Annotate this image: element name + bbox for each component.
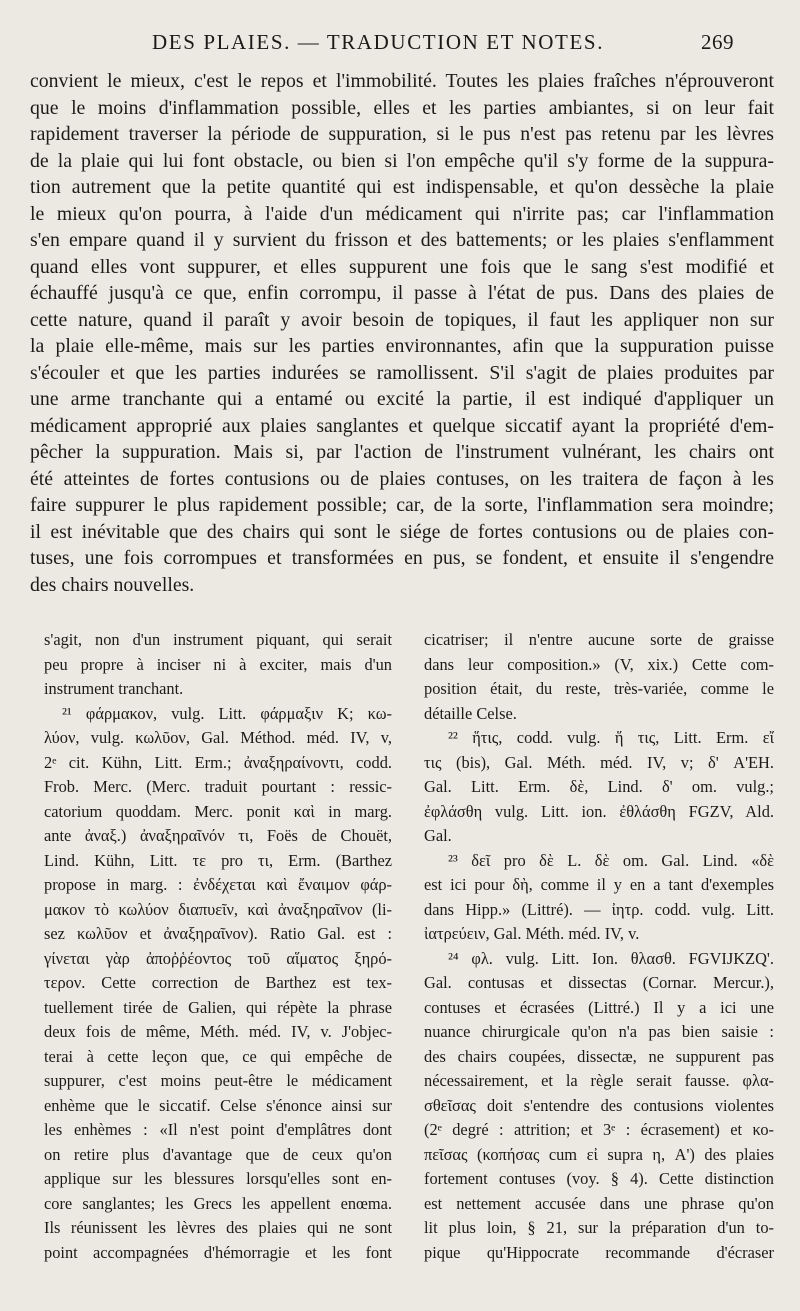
body-line: il est inévitable que des chairs qui sont le siége de fortes contusions ou de plaies con-	[30, 520, 774, 543]
note-line: Ils réunissent les lèvres des plaies qui ne sont	[44, 1218, 392, 1237]
note-line: enhème que le siccatif. Celse s'énonce ainsi sur	[44, 1095, 392, 1115]
body-line: s'en empare quand il y survient du frisson et des battements; or les plaies s'enflamment	[30, 229, 774, 251]
note-line: contuses et écrasées (Littré.) Il y a ici une	[424, 997, 774, 1017]
note-line: ante ἀναξ.) ἀναξηραῖνόν τι, Foës de Chouët,	[44, 826, 392, 845]
note-line: (2ᵉ degré : attrition; et 3ᵉ : écrasement) et κο-	[424, 1120, 774, 1139]
note-line: des chairs coupées, dissectæ, ne suppurent pas	[424, 1046, 774, 1066]
note-line: terai à cette leçon que, ce qui empêche de	[44, 1046, 392, 1066]
body-line: quand elles vont suppurer, et elles suppurent une fois que le sang s'est modifié et	[30, 255, 774, 278]
note-line: s'agit, non d'un instrument piquant, qui serait	[44, 630, 392, 649]
body-line: faire suppurer le plus rapidement possible; car, de la sorte, l'inflammation sera moindre;	[30, 494, 774, 516]
body-line: convient le mieux, c'est le repos et l'immobilité. Toutes les plaies fraîches n'éprouveront	[30, 70, 774, 92]
page-header	[28, 30, 734, 56]
body-line: tion autrement que la petite quantité qui est indispensable, et qu'on dessèche la plaie	[30, 176, 774, 198]
body-line: cette nature, quand il paraît y avoir besoin de topiques, il faut les appliquer non sur	[30, 308, 774, 331]
note-line: 2ᵉ cit. Kühn, Litt. Erm.; ἀναξηραίνοντι, codd.	[44, 752, 392, 772]
note-line: μακον τὸ κωλύον διαπυεῖν, καὶ ἀναξηραῖνον (li-	[44, 899, 392, 919]
running-title: DES PLAIES. — TRADUCTION ET NOTES.	[152, 30, 605, 54]
note-line: cicatriser; il n'entre aucune sorte de graisse	[424, 630, 774, 649]
note-line: πεῖσας (κοπήσας cum εἰ supra η, A') des plaies	[424, 1144, 774, 1164]
note-line: peu propre à inciser ni à exciter, mais d'un	[44, 654, 392, 674]
note-line: Gal. Litt. Erm. δὲ, Lind. δ' om. vulg.;	[424, 777, 774, 796]
note-line: est ici pour δὴ, comme il y en a tant d'exemples	[424, 875, 774, 894]
note-line: Lind. Kühn, Litt. τε pro τι, Erm. (Barthez	[44, 850, 392, 870]
translation-body	[30, 68, 774, 598]
note-line: σθεῖσας doit s'entendre des contusions violentes	[424, 1095, 774, 1115]
note-line: position était, du reste, très-variée, comme le	[424, 679, 774, 698]
body-line: pêcher la suppuration. Mais si, par l'action de l'instrument vulnérant, les chairs ont	[30, 441, 774, 463]
note-line: on retire plus d'avantage que de ceux qu'on	[44, 1144, 392, 1164]
note-line: Frob. Merc. (Merc. traduit pourtant : ressic-	[44, 777, 392, 796]
note-line: dans leur composition.» (V, xix.) Cette com-	[424, 654, 774, 674]
note-line: détaille Celse.	[424, 703, 517, 723]
body-line: la plaie elle-même, mais sur les parties environnantes, afin que la suppuration puisse	[30, 335, 774, 357]
note-line: τερον. Cette correction de Barthez est tex-	[44, 973, 392, 992]
body-line: été atteintes de fortes contusions ou de plaies contuses, on les traitera de façon à les	[30, 467, 774, 490]
notes-column-right	[424, 628, 774, 1265]
note-line: fortement contuses (voy. § 4). Cette distinction	[424, 1169, 774, 1188]
note-line: nuance chirurgicale qu'on n'a pas bien saisie :	[424, 1022, 774, 1041]
body-line: le mieux qu'on pourra, à l'aide d'un médicament qui n'irrite pas; car l'inflammation	[30, 202, 774, 225]
note-line: sez κωλῦον et ἀναξηραῖνον). Ratio Gal. est :	[44, 924, 392, 943]
body-line: médicament approprié aux plaies sanglantes et quelque siccatif ayant la propriété d'em-	[30, 414, 774, 437]
body-line: que le moins d'inflammation possible, elles et les parties ambiantes, si on leur fait	[30, 96, 774, 119]
note-line: nécessairement, et la règle serait fausse. φλα-	[424, 1071, 774, 1090]
body-line: rapidement traverser la période de suppuration, si le pus n'est pas retenu par les lèvres	[30, 123, 774, 145]
note-line: pique qu'Hippocrate recommande d'écraser	[424, 1242, 774, 1262]
note-line: applique sur les blessures lorsqu'elles sont en-	[44, 1169, 392, 1188]
note-line: ἰατρεύειν, Gal. Méth. méd. IV, v.	[424, 924, 640, 943]
note-line: ²² ἥτις, codd. vulg. ἥ τις, Litt. Erm. εἴ	[448, 728, 774, 747]
note-line: ²³ δεῖ pro δὲ L. δὲ om. Gal. Lind. «δὲ	[448, 850, 774, 870]
body-line: tuses, une fois corrompues et transformées en pus, se fondent, et ensuite il s'engendre	[30, 547, 774, 569]
note-line: λύον, vulg. κωλῦον, Gal. Méthod. méd. IV, v,	[44, 728, 392, 747]
note-line: ²¹ φάρμακον, vulg. Litt. φάρμαξιν K; κω-	[62, 703, 392, 723]
note-line: suppurer, c'est moins peut-être le médicament	[44, 1071, 392, 1090]
body-line: des chairs nouvelles.	[30, 573, 195, 596]
notes-column-left	[44, 628, 392, 1265]
note-line: core sanglantes; les Grecs les appellent enœma.	[44, 1193, 392, 1213]
page-number: 269	[701, 30, 734, 54]
note-line: ἐφλάσθη vulg. Litt. ion. ἐθλάσθη FGZV, Ald.	[424, 801, 774, 821]
note-line: les enhèmes : «Il n'est point d'emplâtres dont	[44, 1120, 392, 1139]
note-line: point accompagnées d'hémorragie et les font	[44, 1242, 392, 1262]
body-line: de la plaie qui lui font obstacle, ou bien si l'on empêche qu'il s'y forme de la suppura-	[30, 149, 774, 172]
note-line: τις (bis), Gal. Méth. méd. IV, v; δ' A'EH.	[424, 752, 774, 772]
note-line: Gal. contusas et dissectas (Cornar. Mercur.),	[424, 973, 774, 992]
note-line: lit plus loin, § 21, sur la préparation d'un to-	[424, 1218, 774, 1237]
note-line: est nettement accusée dans une phrase qu'on	[424, 1193, 774, 1213]
note-line: deux fois de même, Méth. méd. IV, v. J'objec-	[44, 1022, 392, 1041]
body-line: une arme tranchante qui a entamé ou excité la partie, il est indiqué d'appliquer un	[30, 388, 774, 410]
body-line: s'écouler et que les parties indurées se ramollissent. S'il s'agit de plaies produites par	[30, 361, 774, 384]
note-line: Gal.	[424, 826, 452, 845]
note-line: γίνεται γὰρ ἀποῤῥέοντος τοῦ αἵματος ξηρό-	[44, 948, 392, 968]
note-line: propose in marg. : ἐνδέχεται καὶ ἔναιμον φάρ-	[44, 875, 392, 894]
note-line: dans Hipp.» (Littré). — ἰητρ. codd. vulg. Litt.	[424, 899, 774, 919]
note-line: ²⁴ φλ. vulg. Litt. Ion. θλασθ. FGVIJKZQ'.	[448, 948, 774, 968]
note-line: instrument tranchant.	[44, 679, 184, 698]
note-line: tuellement tirée de Galien, qui répète la phrase	[44, 997, 392, 1017]
note-line: catorium quoddam. Merc. ponit καὶ in marg.	[44, 801, 392, 821]
body-line: échauffé jusqu'à ce que, enfin corrompu, il passe à l'état de pus. Dans des plaies de	[30, 282, 774, 304]
